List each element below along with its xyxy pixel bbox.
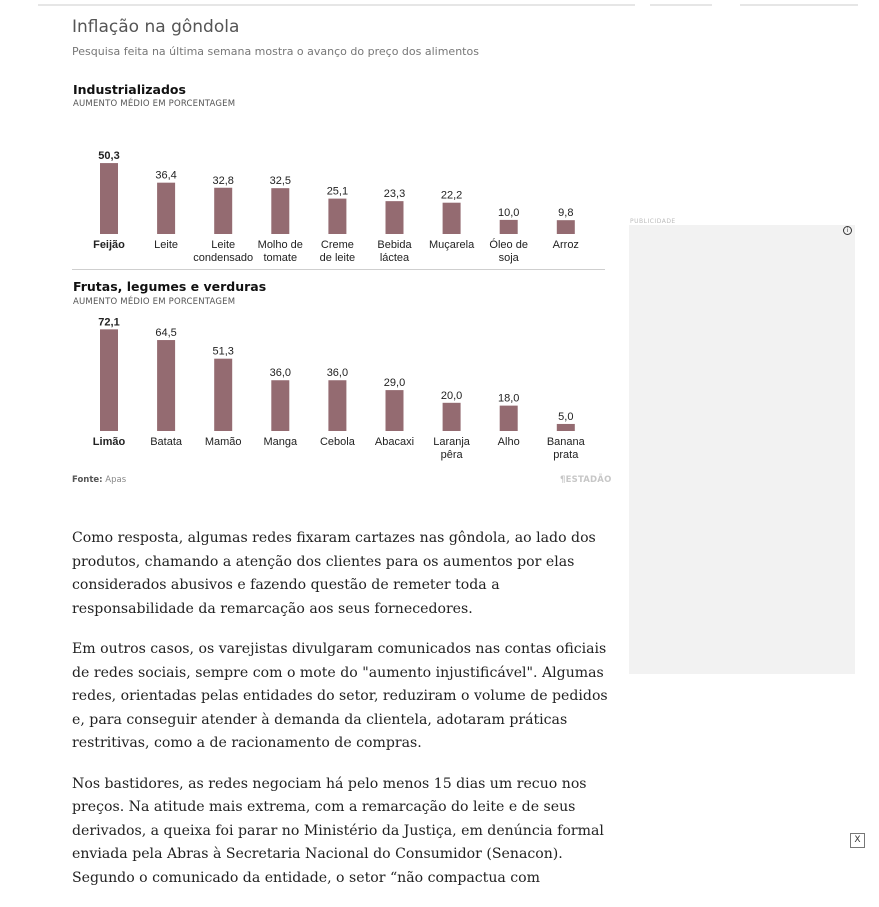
value-label: 50,3 [98,150,120,163]
info-icon[interactable]: i [843,226,852,235]
value-label: 36,0 [326,367,349,380]
top-divider [740,4,858,6]
chart-title-frutas: Frutas, legumes e verduras [73,279,267,294]
category-label: Bebida láctea [377,239,412,264]
value-label: 18,0 [497,392,520,405]
category-label: Creme de leite [319,239,356,264]
category-label: Óleo de soja [489,239,528,264]
value-label: 29,0 [383,377,406,390]
value-label: 10,0 [497,206,520,219]
article-paragraph: Em outros casos, os varejistas divulgaram comunicados nas contas oficiais de redes sociais, sempre com o mote do "aumento injustificável". Algumas redes, orientadas pelas entidades do setor, reduziram o volume de pedidos e, para conseguir atender à demanda da clientela, adotaram práticas restritivas, como a de racionamento de compras. [72,641,608,751]
category-label: Arroz [552,239,579,251]
value-label: 32,5 [269,175,292,188]
bar [500,406,518,431]
bar [328,380,346,431]
value-label: 20,0 [440,389,463,402]
bar [157,340,175,431]
chart-ylabel-frutas: AUMENTO MÉDIO EM PORCENTAGEM [73,297,236,307]
bar [100,329,118,431]
value-label: 32,8 [212,174,234,187]
value-label: 64,5 [155,327,177,340]
bar [500,220,518,234]
close-ad-button[interactable]: X [850,833,865,848]
bar [271,380,289,431]
category-label: Molho de tomate [257,239,303,264]
value-label: 9,8 [558,207,574,220]
chart-title-industrializados: Industrializados [73,82,186,97]
value-label: 36,4 [155,169,177,182]
top-divider [650,4,712,6]
article-paragraph: Como resposta, algumas redes fixaram cartazes nas gôndola, ao lado dos produtos, chamando a atenção dos clientes para os aumentos por elas considerados abusivos e fazendo questão de remeter toda a responsabilidade da remarcação aos seus fornecedores. [72,530,596,617]
section-divider [72,269,605,270]
bar [271,188,289,234]
category-label: Feijão [93,239,125,251]
article-body [72,527,612,907]
bar [100,163,118,234]
bar [443,203,461,234]
bar [386,390,404,431]
bar [214,188,232,234]
bar [328,199,346,234]
top-divider [38,4,635,6]
bar [157,183,175,234]
ad-slot[interactable] [629,225,855,674]
infographic-title: Inflação na gôndola [72,17,240,37]
bar [214,359,232,431]
value-label: 36,0 [269,367,292,380]
chart-ylabel-industrializados: AUMENTO MÉDIO EM PORCENTAGEM [73,99,236,109]
category-label: Muçarela [428,239,475,251]
chart-svg [72,311,606,471]
bar-chart-frutas [72,311,606,461]
category-label: Abacaxi [374,436,415,448]
brand-mark-icon: ¶ [560,475,566,485]
category-label: Leite condensado [193,239,254,264]
value-label: 22,2 [440,189,463,202]
bar-chart-industrializados [72,114,606,264]
category-label: Cebola [319,436,355,448]
value-label: 5,0 [558,410,574,423]
source-value: Apas [105,475,127,485]
category-label: Batata [150,436,183,448]
category-label: Leite [154,239,179,251]
source-label: Fonte: [72,475,103,485]
chart-svg [72,114,606,274]
bar [557,220,575,234]
category-label: Laranja pêra [433,436,470,461]
article-paragraph: Nos bastidores, as redes negociam há pelo menos 15 dias um recuo nos preços. Na atitude mais extrema, com a remarcação do leite e de seus derivados, a queixa foi parar no Ministério da Justiça, em denúncia formal enviada pela Abras à Secretaria Nacional do Consumidor (Senacon). Segundo o comunicado da entidade, o setor “não compactua com [72,775,604,886]
ad-label: PUBLICIDADE [630,218,676,225]
bar [386,201,404,234]
bar [557,424,575,431]
category-label: Alho [497,436,520,448]
category-label: Mamão [204,436,242,448]
value-label: 23,3 [383,188,406,201]
category-label: Banana prata [546,436,585,461]
value-label: 51,3 [212,345,234,358]
category-label: Limão [92,436,126,448]
source-note [72,475,126,485]
value-label: 72,1 [98,316,120,329]
brand-name: ESTADÃO [565,475,612,485]
category-label: Manga [263,436,298,448]
brand-logo [560,475,612,485]
infographic-subtitle: Pesquisa feita na última semana mostra o avanço do preço dos alimentos [72,45,479,58]
bar [443,403,461,431]
value-label: 25,1 [326,185,349,198]
